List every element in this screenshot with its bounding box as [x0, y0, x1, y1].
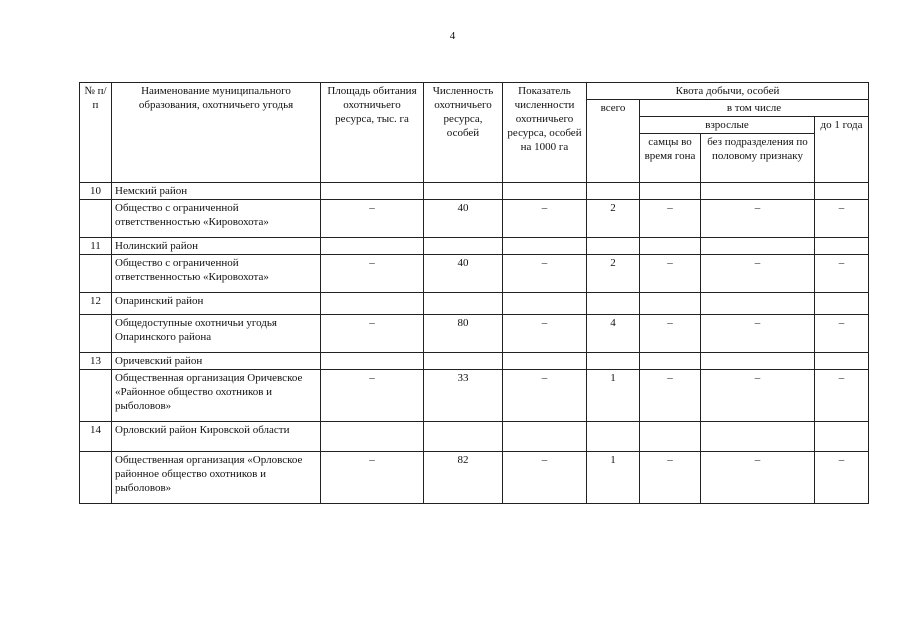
row-under1: –	[815, 315, 869, 353]
row-area	[321, 353, 424, 370]
row-density: –	[503, 200, 587, 238]
header-including: в том числе	[640, 100, 869, 117]
header-density: Показатель численности охотничьего ресурса, особей на 1000 га	[503, 83, 587, 183]
row-count: 80	[424, 315, 503, 353]
row-total	[587, 293, 640, 315]
row-area: –	[321, 200, 424, 238]
header-males: самцы во время гона	[640, 134, 701, 183]
table-row	[80, 200, 869, 238]
row-under1	[815, 183, 869, 200]
row-no-sex	[701, 183, 815, 200]
row-count	[424, 183, 503, 200]
row-no-sex	[701, 353, 815, 370]
row-num	[80, 255, 112, 293]
table-row	[80, 255, 869, 293]
header-under1: до 1 года	[815, 117, 869, 183]
row-area	[321, 293, 424, 315]
row-density: –	[503, 370, 587, 422]
row-density: –	[503, 315, 587, 353]
row-under1: –	[815, 255, 869, 293]
row-under1	[815, 422, 869, 452]
row-under1: –	[815, 200, 869, 238]
row-count	[424, 353, 503, 370]
district-row	[80, 293, 869, 315]
header-adults: взрослые	[640, 117, 815, 134]
row-density	[503, 422, 587, 452]
district-row	[80, 238, 869, 255]
header-area: Площадь обитания охотничьего ресурса, тыс. га	[321, 83, 424, 183]
row-males: –	[640, 452, 701, 504]
row-name: Орловский район Кировской области	[112, 422, 321, 452]
row-under1	[815, 353, 869, 370]
row-density: –	[503, 452, 587, 504]
row-males	[640, 293, 701, 315]
row-density	[503, 238, 587, 255]
row-count	[424, 293, 503, 315]
row-males	[640, 183, 701, 200]
quota-table	[79, 82, 869, 504]
row-under1	[815, 238, 869, 255]
row-no-sex	[701, 238, 815, 255]
row-num	[80, 200, 112, 238]
row-name: Оричевский район	[112, 353, 321, 370]
header-count: Численность охотничьего ресурса, особей	[424, 83, 503, 183]
row-num	[80, 315, 112, 353]
row-name: Нолинский район	[112, 238, 321, 255]
row-name: Общедоступные охотничьи угодья Опаринского района	[112, 315, 321, 353]
row-total: 4	[587, 315, 640, 353]
header-name: Наименование муниципального образования, охотничьего угодья	[112, 83, 321, 183]
row-total	[587, 422, 640, 452]
row-area: –	[321, 315, 424, 353]
row-name: Опаринский район	[112, 293, 321, 315]
row-count: 40	[424, 255, 503, 293]
row-density	[503, 183, 587, 200]
row-males: –	[640, 315, 701, 353]
row-area	[321, 238, 424, 255]
row-count	[424, 238, 503, 255]
row-total: 2	[587, 200, 640, 238]
row-males: –	[640, 255, 701, 293]
row-no-sex: –	[701, 452, 815, 504]
row-under1: –	[815, 452, 869, 504]
header-no-sex: без подразделения по половому признаку	[701, 134, 815, 183]
table-row	[80, 452, 869, 504]
row-males: –	[640, 200, 701, 238]
district-row	[80, 353, 869, 370]
row-num: 12	[80, 293, 112, 315]
row-count: 40	[424, 200, 503, 238]
row-name: Немский район	[112, 183, 321, 200]
row-name: Общество с ограниченной ответственностью «Кировохота»	[112, 200, 321, 238]
row-total: 2	[587, 255, 640, 293]
table-row	[80, 315, 869, 353]
row-total: 1	[587, 452, 640, 504]
row-num	[80, 452, 112, 504]
row-total	[587, 183, 640, 200]
row-males	[640, 353, 701, 370]
row-name: Общественная организация «Орловское районное общество охотников и рыболовов»	[112, 452, 321, 504]
row-under1	[815, 293, 869, 315]
row-count	[424, 422, 503, 452]
row-males: –	[640, 370, 701, 422]
row-area: –	[321, 452, 424, 504]
header-num: № п/п	[80, 83, 112, 183]
row-total: 1	[587, 370, 640, 422]
row-num: 14	[80, 422, 112, 452]
row-no-sex: –	[701, 255, 815, 293]
row-area: –	[321, 370, 424, 422]
row-name: Общество с ограниченной ответственностью «Кировохота»	[112, 255, 321, 293]
row-total	[587, 238, 640, 255]
table-row	[80, 370, 869, 422]
row-area	[321, 183, 424, 200]
row-density: –	[503, 255, 587, 293]
page-number: 4	[449, 30, 456, 42]
row-no-sex	[701, 422, 815, 452]
row-name: Общественная организация Оричевское «Районное общество охотников и рыболовов»	[112, 370, 321, 422]
row-num: 10	[80, 183, 112, 200]
header-quota: Квота добычи, особей	[587, 83, 869, 100]
row-no-sex: –	[701, 315, 815, 353]
table-body	[80, 183, 869, 504]
row-count: 33	[424, 370, 503, 422]
row-males	[640, 238, 701, 255]
row-density	[503, 353, 587, 370]
district-row	[80, 183, 869, 200]
row-under1: –	[815, 370, 869, 422]
row-no-sex	[701, 293, 815, 315]
row-num: 13	[80, 353, 112, 370]
row-density	[503, 293, 587, 315]
row-no-sex: –	[701, 200, 815, 238]
row-males	[640, 422, 701, 452]
row-num	[80, 370, 112, 422]
row-area: –	[321, 255, 424, 293]
row-total	[587, 353, 640, 370]
row-no-sex: –	[701, 370, 815, 422]
row-count: 82	[424, 452, 503, 504]
row-num: 11	[80, 238, 112, 255]
header-total: всего	[587, 100, 640, 183]
district-row	[80, 422, 869, 452]
row-area	[321, 422, 424, 452]
